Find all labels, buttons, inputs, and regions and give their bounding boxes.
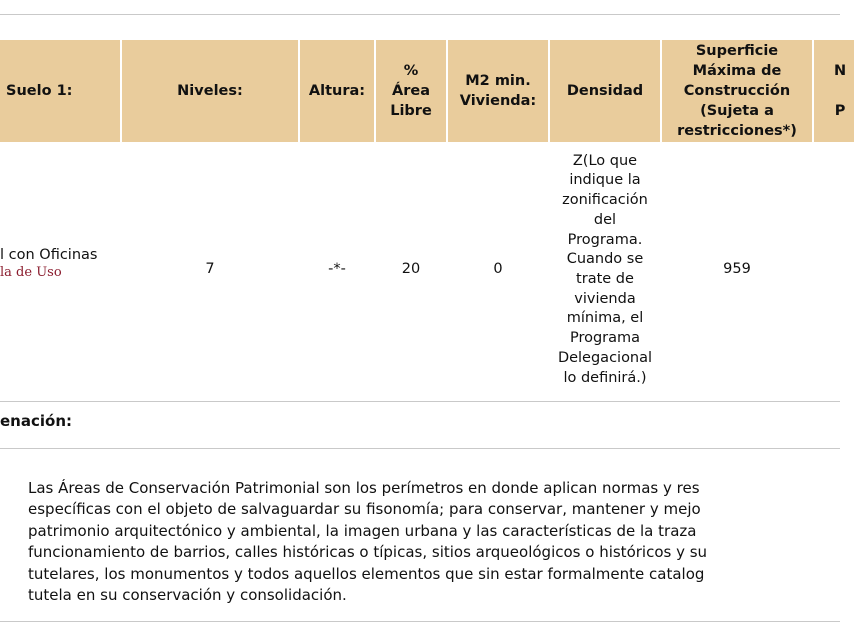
- header-superficie-label: Superficie Máxima de Construcción (Sujeta a restricciones*): [677, 43, 797, 139]
- header-niveles-label: Niveles:: [177, 83, 243, 99]
- cell-niveles-value: 7: [205, 261, 215, 278]
- uso-tabla-link[interactable]: la de Uso: [0, 265, 62, 280]
- header-densidad: [550, 40, 660, 142]
- cell-m2-min: [448, 150, 548, 390]
- cell-area-libre: [376, 150, 446, 390]
- section-paragraph: Las Áreas de Conservación Patrimonial son los perímetros en donde aplican normas y res específicas con el objeto de salvaguardar su fisonomía; para conservar, mantener y mejo patrimonio arquitectónico y ambiental, la imagen urbana y las características de la traza funcionamiento de barrios, calles históricas o típicas, sitios arqueológicos o históricos y su tutelares, los monumentos y todos aquellos elementos que sin estar formalmente catalog tutela en su conservación y consolidación.: [28, 479, 708, 605]
- header-suelo-label: Suelo 1:: [6, 83, 73, 99]
- header-superficie: [662, 40, 812, 142]
- cell-altura-value: -*-: [328, 261, 346, 278]
- cell-niveles: [122, 150, 298, 390]
- header-area-libre-label: % Área Libre: [390, 63, 432, 119]
- header-suelo: [0, 40, 120, 142]
- cell-densidad: [550, 150, 660, 390]
- cell-superficie: [662, 150, 812, 390]
- section-divider: [0, 448, 840, 449]
- header-area-libre: [376, 40, 446, 142]
- header-m2-min-label: M2 min. Vivienda:: [459, 73, 537, 109]
- cell-area-libre-value: 20: [401, 261, 421, 278]
- table-bottom-divider: [0, 401, 840, 402]
- header-m2-min: [448, 40, 548, 142]
- cell-densidad-value: Z(Lo que indique la zonificación del Programa. Cuando se trate de vivienda mínima, el Programa Delegacional lo definirá.): [557, 152, 653, 386]
- section-title: enación:: [0, 412, 72, 430]
- header-altura-label: Altura:: [308, 83, 366, 99]
- cell-uso: [0, 246, 120, 281]
- top-divider: [0, 14, 840, 15]
- header-densidad-label: Densidad: [566, 83, 644, 99]
- header-niveles: [122, 40, 298, 142]
- uso-text: l con Oficinas: [0, 247, 98, 263]
- cell-m2-min-value: 0: [493, 261, 503, 278]
- header-altura: [300, 40, 374, 142]
- cell-altura: [300, 150, 374, 390]
- cell-superficie-value: 959: [723, 261, 751, 278]
- bottom-divider: [0, 621, 840, 622]
- header-extra: [814, 40, 854, 142]
- header-extra-label: N P: [834, 63, 847, 119]
